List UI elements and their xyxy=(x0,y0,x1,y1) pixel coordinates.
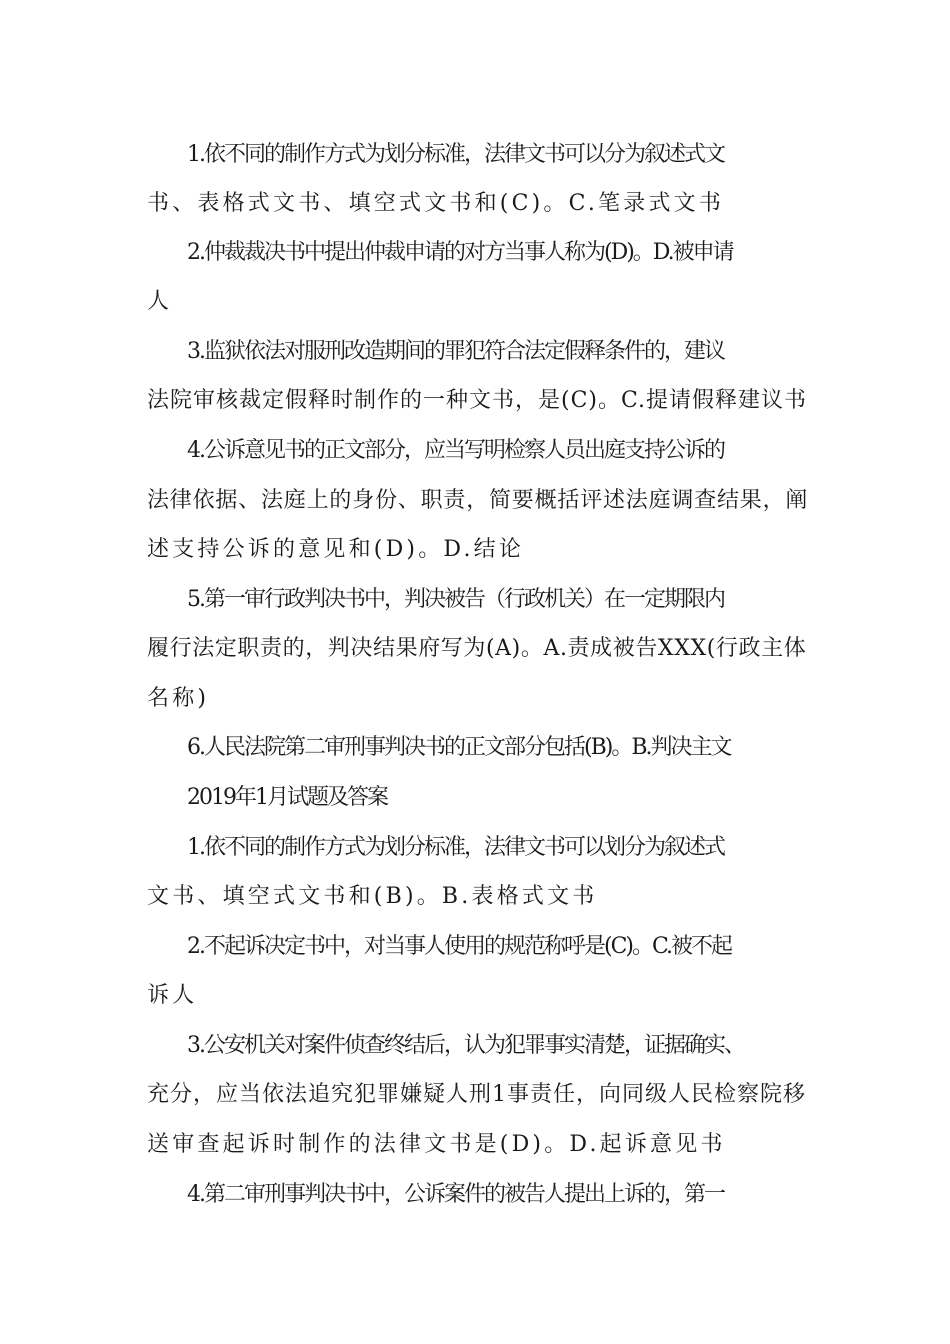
text-line: 4.公诉意见书的正文部分，应当写明检察人员出庭支持公诉的 xyxy=(187,438,724,463)
text-line: 4.第二审刑事判决书中，公诉案件的被告人提出上诉的，第一 xyxy=(187,1182,724,1207)
text-line: 3.监狱依法对服刑改造期间的罪犯符合法定假释条件的，建议 xyxy=(187,339,724,364)
text-line: 履行法定职责的，判决结果府写为(A)。A.责成被告XXX(行政主体 xyxy=(147,636,807,661)
text-line: 1.依不同的制作方式为划分标准，法律文书可以分为叙述式文 xyxy=(187,142,724,167)
text-line: 2.不起诉决定书中，对当事人使用的规范称呼是(C)。C.被不起 xyxy=(187,934,732,959)
text-line: 送审查起诉时制作的法律文书是(D)。D.起诉意见书 xyxy=(147,1132,726,1157)
text-line: 3.公安机关对案件侦查终结后，认为犯罪事实清楚，证据确实、 xyxy=(187,1033,744,1058)
text-line: 文书、填空式文书和(B)。B.表格式文书 xyxy=(147,884,598,909)
text-line: 2.仲裁裁决书中提出仲裁申请的对方当事人称为(D)。D.被申请 xyxy=(187,240,733,265)
text-line: 诉人 xyxy=(147,983,198,1008)
text-line: 人 xyxy=(147,289,173,314)
text-line: 书、表格式文书、填空式文书和(C)。C.笔录式文书 xyxy=(147,191,725,216)
section-heading: 2019年1月试题及答案 xyxy=(187,785,387,810)
text-line: 法律依据、法庭上的身份、职责，简要概括评述法庭调查结果，阐 xyxy=(147,488,809,513)
text-line: 充分，应当依法追究犯罪嫌疑人刑1事责任，向同级人民检察院移 xyxy=(147,1082,806,1107)
text-line: 述支持公诉的意见和(D)。D.结论 xyxy=(147,537,525,562)
text-line: 5.第一审行政判决书中，判决被告（行政机关）在一定期限内 xyxy=(187,587,724,612)
text-line: 1.依不同的制作方式为划分标准，法律文书可以划分为叙述式 xyxy=(187,835,724,860)
text-line: 6.人民法院第二审刑事判决书的正文部分包括(B)。B.判决主文 xyxy=(187,735,731,760)
text-line: 法院审核裁定假释时制作的一种文书，是(C)。C.提请假释建议书 xyxy=(147,388,808,413)
text-line: 名称) xyxy=(147,686,210,711)
